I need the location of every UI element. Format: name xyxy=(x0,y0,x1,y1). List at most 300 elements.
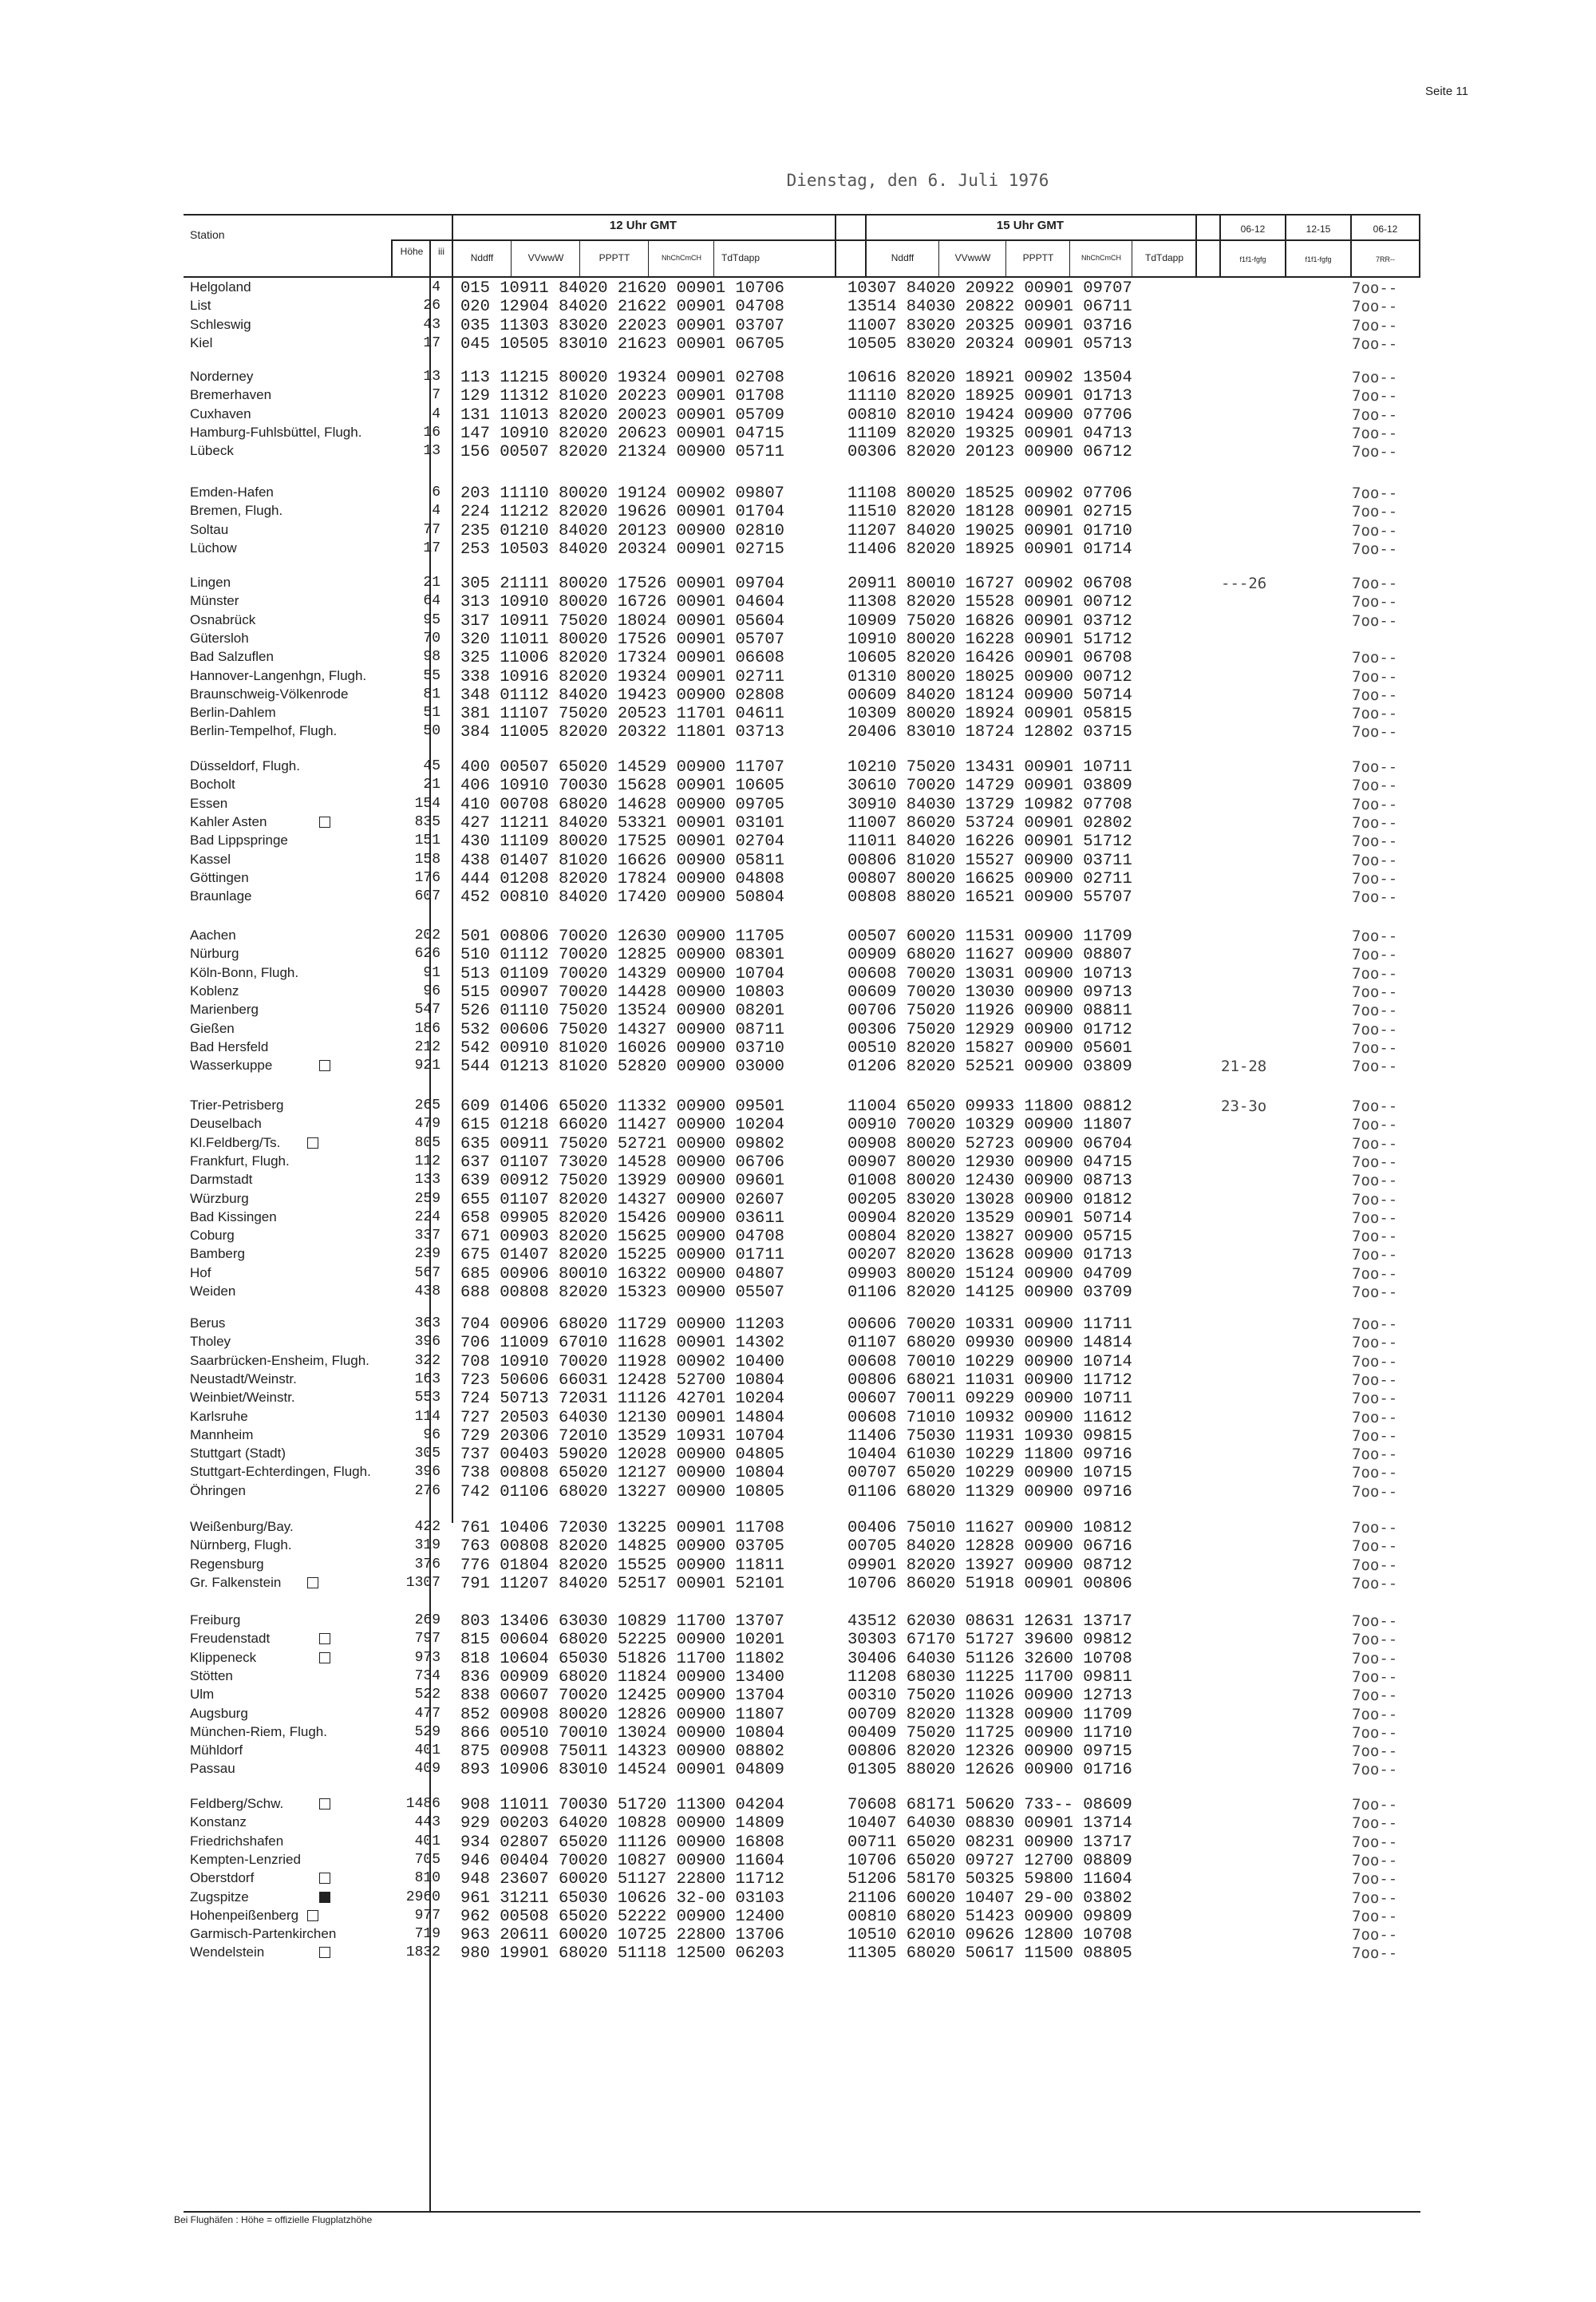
observation-15-utc: 00609 70020 13030 00900 09713 xyxy=(847,983,1132,1002)
header-mid-rule xyxy=(393,239,1420,241)
observation-12-utc: 875 00908 75011 14323 00900 08802 xyxy=(460,1742,784,1762)
table-row xyxy=(0,1058,1596,1076)
table-row xyxy=(0,1556,1596,1575)
precip-06-12: 7oo-- xyxy=(1352,1390,1398,1408)
table-row xyxy=(0,1135,1596,1153)
precip-06-12: 7oo-- xyxy=(1352,1228,1398,1246)
observation-15-utc: 13514 84030 20822 00901 06711 xyxy=(847,298,1132,317)
station-height: 322 xyxy=(414,1352,440,1369)
page-number: Seite 11 xyxy=(1425,85,1468,98)
station-name: Hannover-Langenhgn, Flugh. xyxy=(190,667,367,683)
observation-15-utc: 01107 68020 09930 00900 14814 xyxy=(847,1334,1132,1353)
precip-06-12: 7oo-- xyxy=(1352,1334,1398,1352)
header-12-vvwww: VVwwW xyxy=(527,252,564,263)
station-name: Marienberg xyxy=(190,1002,259,1018)
station-name: Stuttgart (Stadt) xyxy=(190,1446,286,1461)
precip-06-12: 7oo-- xyxy=(1352,1926,1398,1944)
observation-15-utc: 00910 70020 10329 00900 11807 xyxy=(847,1116,1132,1135)
observation-12-utc: 430 11109 80020 17525 00901 02704 xyxy=(460,833,784,852)
precip-06-12: 7oo-- xyxy=(1352,1482,1398,1501)
observation-15-utc: 10210 75020 13431 00901 10711 xyxy=(847,758,1132,777)
precip-06-12: 7oo-- xyxy=(1352,758,1398,776)
station-height: 835 xyxy=(414,813,440,830)
header-15-gmt: 15 Uhr GMT xyxy=(996,219,1065,232)
observation-12-utc: 761 10406 72030 13225 00901 11708 xyxy=(460,1519,784,1537)
observation-15-utc: 11406 75030 11931 10930 09815 xyxy=(847,1426,1132,1446)
observation-12-utc: 776 01804 82020 15525 00900 11811 xyxy=(460,1556,784,1575)
precip-06-12: 7oo-- xyxy=(1352,1116,1398,1134)
observation-12-utc: 727 20503 64030 12130 00901 14804 xyxy=(460,1408,784,1427)
station-name: Konstanz xyxy=(190,1814,247,1830)
station-height: 2960 xyxy=(405,1889,440,1905)
station-height: 176 xyxy=(414,869,440,886)
table-row xyxy=(0,1833,1596,1852)
station-height: 1486 xyxy=(405,1796,440,1812)
station-name: Stötten xyxy=(190,1667,233,1683)
station-name: Mannheim xyxy=(190,1426,254,1442)
precip-06-12: 7oo-- xyxy=(1352,1208,1398,1227)
table-row xyxy=(0,279,1596,298)
header-12-gmt: 12 Uhr GMT xyxy=(609,219,678,232)
header-right-06-12a: 06-12 xyxy=(1240,223,1266,235)
observation-15-utc: 11308 82020 15528 00901 00712 xyxy=(847,593,1132,612)
observation-15-utc: 00310 75020 11026 00900 12713 xyxy=(847,1687,1132,1706)
precip-06-12: 7oo-- xyxy=(1352,1190,1398,1208)
observation-15-utc: 00608 70010 10229 00900 10714 xyxy=(847,1352,1132,1371)
station-name: Gr. Falkenstein xyxy=(190,1574,282,1590)
open-square-marker xyxy=(307,1137,318,1149)
observation-15-utc: 10307 84020 20922 00901 09707 xyxy=(847,279,1132,298)
station-height: 4 xyxy=(432,279,440,295)
observation-15-utc: 10505 83020 20324 00901 05713 xyxy=(847,334,1132,354)
station-name: Lingen xyxy=(190,575,231,590)
precip-06-12: 7oo-- xyxy=(1352,833,1398,851)
footnote: Bei Flughäfen : Höhe = offizielle Flugplatzhöhe xyxy=(174,2214,373,2225)
table-row xyxy=(0,852,1596,870)
station-height: 719 xyxy=(414,1926,440,1943)
precip-06-12: 7oo-- xyxy=(1352,316,1398,334)
open-square-marker xyxy=(307,1577,318,1588)
open-square-marker xyxy=(319,1652,330,1663)
station-height: 17 xyxy=(423,540,440,556)
precip-06-12: 7oo-- xyxy=(1352,1408,1398,1426)
table-row xyxy=(0,1724,1596,1742)
table-row xyxy=(0,317,1596,335)
station-height: 96 xyxy=(423,983,440,999)
station-name: Köln-Bonn, Flugh. xyxy=(190,964,299,980)
station-name: Garmisch-Partenkirchen xyxy=(190,1926,337,1942)
observation-12-utc: 542 00910 81020 16026 00900 03710 xyxy=(460,1038,784,1058)
observation-12-utc: 313 10910 80020 16726 00901 04604 xyxy=(460,593,784,612)
precip-06-12: 7oo-- xyxy=(1352,1284,1398,1301)
station-height: 529 xyxy=(414,1723,440,1740)
table-row xyxy=(0,485,1596,503)
open-square-marker xyxy=(319,817,330,828)
observation-15-utc: 09901 82020 13927 00900 08712 xyxy=(847,1556,1132,1575)
station-name: Bamberg xyxy=(190,1246,245,1262)
station-height: 43 xyxy=(423,316,440,333)
station-height: 269 xyxy=(414,1612,440,1628)
table-row xyxy=(0,1002,1596,1020)
station-name: Braunlage xyxy=(190,888,252,904)
observation-15-utc: 30303 67170 51727 39600 09812 xyxy=(847,1631,1132,1650)
station-height: 805 xyxy=(414,1134,440,1151)
observation-15-utc: 00806 82020 12326 00900 09715 xyxy=(847,1742,1132,1762)
station-height: 1832 xyxy=(405,1944,440,1961)
observation-15-utc: 10706 86020 51918 00901 00806 xyxy=(847,1574,1132,1593)
station-name: Tholey xyxy=(190,1334,231,1350)
table-row xyxy=(0,686,1596,705)
table-row xyxy=(0,1172,1596,1190)
observation-12-utc: 515 00907 70020 14428 00900 10803 xyxy=(460,983,784,1002)
precip-06-12: 7oo-- xyxy=(1352,611,1398,630)
observation-12-utc: 203 11110 80020 19124 00902 09807 xyxy=(460,485,784,503)
observation-15-utc: 00804 82020 13827 00900 05715 xyxy=(847,1228,1132,1247)
station-name: Frankfurt, Flugh. xyxy=(190,1153,290,1169)
precip-06-12: 7oo-- xyxy=(1352,1058,1398,1076)
station-name: Aachen xyxy=(190,928,236,943)
observation-12-utc: 400 00507 65020 14529 00900 11707 xyxy=(460,758,784,777)
observation-15-utc: 00608 70020 13031 00900 10713 xyxy=(847,964,1132,983)
station-name: Bad Kissingen xyxy=(190,1208,277,1224)
precip-06-12: 7oo-- xyxy=(1352,1944,1398,1963)
station-height: 50 xyxy=(423,723,440,740)
station-name: Kempten-Lenzried xyxy=(190,1851,301,1867)
observation-15-utc: 10706 65020 09727 12700 08809 xyxy=(847,1851,1132,1870)
observation-15-utc: 01206 82020 52521 00900 03809 xyxy=(847,1058,1132,1077)
observation-15-utc: 10909 75020 16826 00901 03712 xyxy=(847,611,1132,631)
station-height: 734 xyxy=(414,1667,440,1684)
observation-15-utc: 11510 82020 18128 00901 02715 xyxy=(847,503,1132,522)
precip-06-12: 7oo-- xyxy=(1352,1907,1398,1925)
observation-12-utc: 852 00908 80020 12826 00900 11807 xyxy=(460,1705,784,1724)
station-height: 4 xyxy=(432,503,440,520)
station-height: 259 xyxy=(414,1190,440,1207)
observation-12-utc: 818 10604 65030 51826 11700 11802 xyxy=(460,1649,784,1668)
precip-06-12: 7oo-- xyxy=(1352,1002,1398,1020)
observation-12-utc: 908 11011 70030 51720 11300 04204 xyxy=(460,1796,784,1814)
observation-12-utc: 655 01107 82020 14327 00900 02607 xyxy=(460,1190,784,1209)
station-height: 477 xyxy=(414,1705,440,1722)
station-height: 21 xyxy=(423,575,440,591)
station-height: 163 xyxy=(414,1371,440,1387)
table-row xyxy=(0,612,1596,631)
observation-12-utc: 685 00906 80010 16322 00900 04807 xyxy=(460,1264,784,1284)
observation-15-utc: 00409 75020 11725 00900 11710 xyxy=(847,1723,1132,1742)
station-name: Bad Salzuflen xyxy=(190,649,274,665)
table-row xyxy=(0,1153,1596,1172)
table-row xyxy=(0,928,1596,946)
observation-12-utc: 253 10503 84020 20324 00901 02715 xyxy=(460,540,784,559)
table-row xyxy=(0,1353,1596,1371)
observation-15-utc: 30610 70020 14729 00901 03809 xyxy=(847,777,1132,796)
observation-12-utc: 704 00906 68020 11729 00900 11203 xyxy=(460,1315,784,1334)
precip-06-12: 7oo-- xyxy=(1352,1705,1398,1723)
station-name: Lüchow xyxy=(190,540,237,556)
observation-12-utc: 738 00808 65020 12127 00900 10804 xyxy=(460,1464,784,1483)
precip-06-12: 7oo-- xyxy=(1352,705,1398,723)
observation-15-utc: 00904 82020 13529 00901 50714 xyxy=(847,1208,1132,1228)
table-row xyxy=(0,796,1596,814)
table-row xyxy=(0,1706,1596,1724)
observation-12-utc: 729 20306 72010 13529 10931 10704 xyxy=(460,1426,784,1446)
station-name: Kl.Feldberg/Ts. xyxy=(190,1134,281,1150)
station-name: Münster xyxy=(190,593,239,609)
observation-15-utc: 11011 84020 16226 00901 51712 xyxy=(847,833,1132,852)
station-name: Weißenburg/Bay. xyxy=(190,1519,294,1534)
station-height: 158 xyxy=(414,851,440,868)
observation-15-utc: 00207 82020 13628 00900 01713 xyxy=(847,1246,1132,1265)
station-height: 13 xyxy=(423,443,440,460)
station-height: 26 xyxy=(423,298,440,314)
table-row xyxy=(0,425,1596,443)
observation-15-utc: 20406 83010 18724 12802 03715 xyxy=(847,723,1132,742)
observation-12-utc: 427 11211 84020 53321 00901 03101 xyxy=(460,813,784,833)
observation-15-utc: 00606 70020 10331 00900 11711 xyxy=(847,1315,1132,1334)
observation-15-utc: 30910 84030 13729 10982 07708 xyxy=(847,795,1132,814)
station-height: 921 xyxy=(414,1058,440,1074)
header-top-rule xyxy=(184,214,1420,216)
observation-12-utc: 742 01106 68020 13227 00900 10805 xyxy=(460,1482,784,1501)
station-height: 276 xyxy=(414,1482,440,1499)
station-name: Passau xyxy=(190,1761,235,1777)
observation-15-utc: 10910 80020 16228 00901 51712 xyxy=(847,630,1132,649)
table-row xyxy=(0,1284,1596,1302)
header-bottom-rule xyxy=(184,276,1420,278)
table-row xyxy=(0,1631,1596,1649)
station-name: Mühldorf xyxy=(190,1742,243,1758)
precip-06-12: 7oo-- xyxy=(1352,369,1398,386)
station-height: 21 xyxy=(423,777,440,793)
rule-15-c2 xyxy=(1005,239,1006,276)
station-height: 443 xyxy=(414,1814,440,1831)
observation-15-utc: 01305 88020 12626 00900 01716 xyxy=(847,1761,1132,1780)
precip-06-12: 7oo-- xyxy=(1352,1519,1398,1537)
rule-12-c2 xyxy=(579,239,580,276)
observation-12-utc: 513 01109 70020 14329 00900 10704 xyxy=(460,964,784,983)
station-height: 810 xyxy=(414,1870,440,1887)
header-hoehe: Höhe xyxy=(400,246,424,257)
table-row xyxy=(0,1761,1596,1779)
table-row xyxy=(0,503,1596,521)
observation-12-utc: 325 11006 82020 17324 00901 06608 xyxy=(460,649,784,668)
precip-06-12: 7oo-- xyxy=(1352,593,1398,611)
header-12-dewpoint: TdTdapp xyxy=(721,252,760,263)
station-name: Weinbiet/Weinstr. xyxy=(190,1390,295,1406)
precip-06-12: 7oo-- xyxy=(1352,1742,1398,1761)
observation-15-utc: 00608 71010 10932 00900 11612 xyxy=(847,1408,1132,1427)
observation-12-utc: 675 01407 82020 15225 00900 01711 xyxy=(460,1246,784,1265)
precip-06-12: 7oo-- xyxy=(1352,1038,1398,1057)
observation-15-utc: 10605 82020 16426 00901 06708 xyxy=(847,649,1132,668)
observation-12-utc: 156 00507 82020 21324 00900 05711 xyxy=(460,443,784,462)
observation-12-utc: 438 01407 81020 16626 00900 05811 xyxy=(460,851,784,870)
station-name: Göttingen xyxy=(190,869,249,885)
precip-06-12: 7oo-- xyxy=(1352,1667,1398,1686)
observation-15-utc: 01310 80020 18025 00900 00712 xyxy=(847,667,1132,686)
table-row xyxy=(0,1612,1596,1631)
precip-06-12: 7oo-- xyxy=(1352,1098,1398,1115)
observation-12-utc: 946 00404 70020 10827 00900 11604 xyxy=(460,1851,784,1870)
table-row xyxy=(0,406,1596,425)
observation-15-utc: 11004 65020 09933 11800 08812 xyxy=(847,1098,1132,1116)
station-height: 363 xyxy=(414,1315,440,1331)
observation-15-utc: 00507 60020 11531 00900 11709 xyxy=(847,928,1132,946)
rule-12-c4 xyxy=(713,239,714,276)
observation-15-utc: 00709 82020 11328 00900 11709 xyxy=(847,1705,1132,1724)
observation-12-utc: 635 00911 75020 52721 00900 09802 xyxy=(460,1134,784,1153)
table-row xyxy=(0,1852,1596,1870)
table-row xyxy=(0,888,1596,907)
observation-12-utc: 609 01406 65020 11332 00900 09501 xyxy=(460,1098,784,1116)
station-height: 13 xyxy=(423,369,440,385)
station-height: 81 xyxy=(423,686,440,702)
station-name: Wasserkuppe xyxy=(190,1058,273,1074)
station-height: 409 xyxy=(414,1761,440,1778)
observation-15-utc: 00707 65020 10229 00900 10715 xyxy=(847,1464,1132,1483)
observation-15-utc: 00510 82020 15827 00900 05601 xyxy=(847,1038,1132,1058)
observation-15-utc: 51206 58170 50325 59800 11604 xyxy=(847,1870,1132,1889)
station-name: Kiel xyxy=(190,334,213,350)
observation-15-utc: 01106 68020 11329 00900 09716 xyxy=(847,1482,1132,1501)
observation-12-utc: 338 10916 82020 19324 00901 02711 xyxy=(460,667,784,686)
station-height: 70 xyxy=(423,630,440,647)
observation-12-utc: 131 11013 82020 20023 00901 05709 xyxy=(460,405,784,425)
observation-15-utc: 11406 82020 18925 00901 01714 xyxy=(847,540,1132,559)
precip-06-12: 7oo-- xyxy=(1352,334,1398,353)
observation-12-utc: 815 00604 68020 52225 00900 10201 xyxy=(460,1631,784,1650)
precip-06-12: 7oo-- xyxy=(1352,946,1398,964)
observation-15-utc: 00909 68020 11627 00900 08807 xyxy=(847,946,1132,965)
station-height: 64 xyxy=(423,593,440,610)
table-row xyxy=(0,1315,1596,1334)
header-12-nddff: Nddff xyxy=(470,252,494,263)
station-height: 547 xyxy=(414,1002,440,1018)
station-height: 112 xyxy=(414,1153,440,1169)
table-row xyxy=(0,1446,1596,1464)
table-row xyxy=(0,1409,1596,1427)
station-height: 51 xyxy=(423,705,440,722)
station-height: 705 xyxy=(414,1851,440,1868)
observation-15-utc: 70608 68171 50620 733-- 08609 xyxy=(847,1796,1132,1814)
station-height: 607 xyxy=(414,888,440,905)
observation-12-utc: 980 19901 68020 51118 12500 06203 xyxy=(460,1944,784,1964)
precip-06-12: 7oo-- xyxy=(1352,503,1398,521)
table-row xyxy=(0,1209,1596,1228)
station-height: 265 xyxy=(414,1098,440,1113)
open-square-marker xyxy=(319,1060,330,1071)
observation-12-utc: 737 00403 59020 12028 00900 04805 xyxy=(460,1446,784,1465)
table-row xyxy=(0,593,1596,611)
station-name: Koblenz xyxy=(190,983,239,999)
table-row xyxy=(0,1668,1596,1687)
station-height: 396 xyxy=(414,1464,440,1481)
observation-12-utc: 348 01112 84020 19423 00900 02808 xyxy=(460,686,784,705)
station-height: 7 xyxy=(432,387,440,404)
table-row xyxy=(0,387,1596,405)
station-name: Coburg xyxy=(190,1228,235,1244)
observation-15-utc: 00205 83020 13028 00900 01812 xyxy=(847,1190,1132,1209)
precip-06-12: 7oo-- xyxy=(1352,869,1398,888)
header-15-clouds: NhChCmCH xyxy=(1080,254,1121,262)
precip-06-12: 7oo-- xyxy=(1352,1264,1398,1283)
station-height: 77 xyxy=(423,521,440,538)
observation-15-utc: 00810 68020 51423 00900 09809 xyxy=(847,1907,1132,1926)
observation-12-utc: 791 11207 84020 52517 00901 52101 xyxy=(460,1574,784,1593)
table-row xyxy=(0,1390,1596,1408)
table-row xyxy=(0,1116,1596,1134)
observation-12-utc: 510 01112 70020 12825 00900 08301 xyxy=(460,946,784,965)
station-height: 98 xyxy=(423,649,440,666)
station-name: Bremen, Flugh. xyxy=(190,503,283,519)
observation-15-utc: 20911 80010 16727 00902 06708 xyxy=(847,575,1132,593)
observation-15-utc: 10407 64030 08830 00901 13714 xyxy=(847,1814,1132,1833)
precip-06-12: 7oo-- xyxy=(1352,649,1398,667)
table-row xyxy=(0,1889,1596,1908)
observation-15-utc: 00808 88020 16521 00900 55707 xyxy=(847,888,1132,908)
station-name: Deuselbach xyxy=(190,1116,262,1132)
station-name: Freudenstadt xyxy=(190,1631,271,1647)
observation-12-utc: 961 31211 65030 10626 32-00 03103 xyxy=(460,1889,784,1908)
filled-square-marker xyxy=(319,1892,330,1903)
precip-06-12: 7oo-- xyxy=(1352,1134,1398,1153)
observation-12-utc: 836 00909 68020 11824 00900 13400 xyxy=(460,1667,784,1687)
station-name: Bad Lippspringe xyxy=(190,833,288,848)
station-height: 151 xyxy=(414,833,440,849)
station-name: Wendelstein xyxy=(190,1944,265,1960)
table-row xyxy=(0,1483,1596,1501)
table-row xyxy=(0,1908,1596,1926)
rule-15-c1 xyxy=(938,239,939,276)
observation-12-utc: 444 01208 82020 17824 00900 04808 xyxy=(460,869,784,888)
station-height: 212 xyxy=(414,1038,440,1055)
observation-12-utc: 381 11107 75020 20523 11701 04611 xyxy=(460,705,784,724)
table-row xyxy=(0,1098,1596,1116)
precip-06-12: 7oo-- xyxy=(1352,1020,1398,1038)
table-row xyxy=(0,1944,1596,1963)
precip-06-12: 7oo-- xyxy=(1352,298,1398,316)
station-name: Neustadt/Weinstr. xyxy=(190,1371,297,1386)
station-height: 977 xyxy=(414,1907,440,1924)
station-height: 114 xyxy=(414,1408,440,1425)
observation-15-utc: 11108 80020 18525 00902 07706 xyxy=(847,485,1132,503)
station-name: Gütersloh xyxy=(190,630,249,646)
rule-right-d xyxy=(1419,214,1420,276)
table-row xyxy=(0,1926,1596,1944)
station-height: 422 xyxy=(414,1519,440,1535)
precip-06-12: 7oo-- xyxy=(1352,1649,1398,1667)
station-name: Berus xyxy=(190,1315,226,1331)
open-square-marker xyxy=(319,1873,330,1884)
table-row xyxy=(0,1039,1596,1058)
observation-12-utc: 532 00606 75020 14327 00900 08711 xyxy=(460,1020,784,1039)
precip-06-12: 7oo-- xyxy=(1352,1870,1398,1889)
observation-15-utc: 10616 82020 18921 00902 13504 xyxy=(847,369,1132,387)
station-height: 797 xyxy=(414,1631,440,1647)
precip-06-12: 7oo-- xyxy=(1352,1631,1398,1649)
precip-06-12: 7oo-- xyxy=(1352,1537,1398,1556)
station-height: 45 xyxy=(423,758,440,774)
station-height: 239 xyxy=(414,1246,440,1263)
station-height: 17 xyxy=(423,334,440,351)
precip-06-12: 7oo-- xyxy=(1352,575,1398,592)
station-name: Kahler Asten xyxy=(190,813,267,829)
station-name: Würzburg xyxy=(190,1190,249,1206)
observation-12-utc: 045 10505 83010 21623 00901 06705 xyxy=(460,334,784,354)
station-height: 337 xyxy=(414,1228,440,1244)
table-row xyxy=(0,369,1596,387)
station-name: Osnabrück xyxy=(190,611,256,627)
